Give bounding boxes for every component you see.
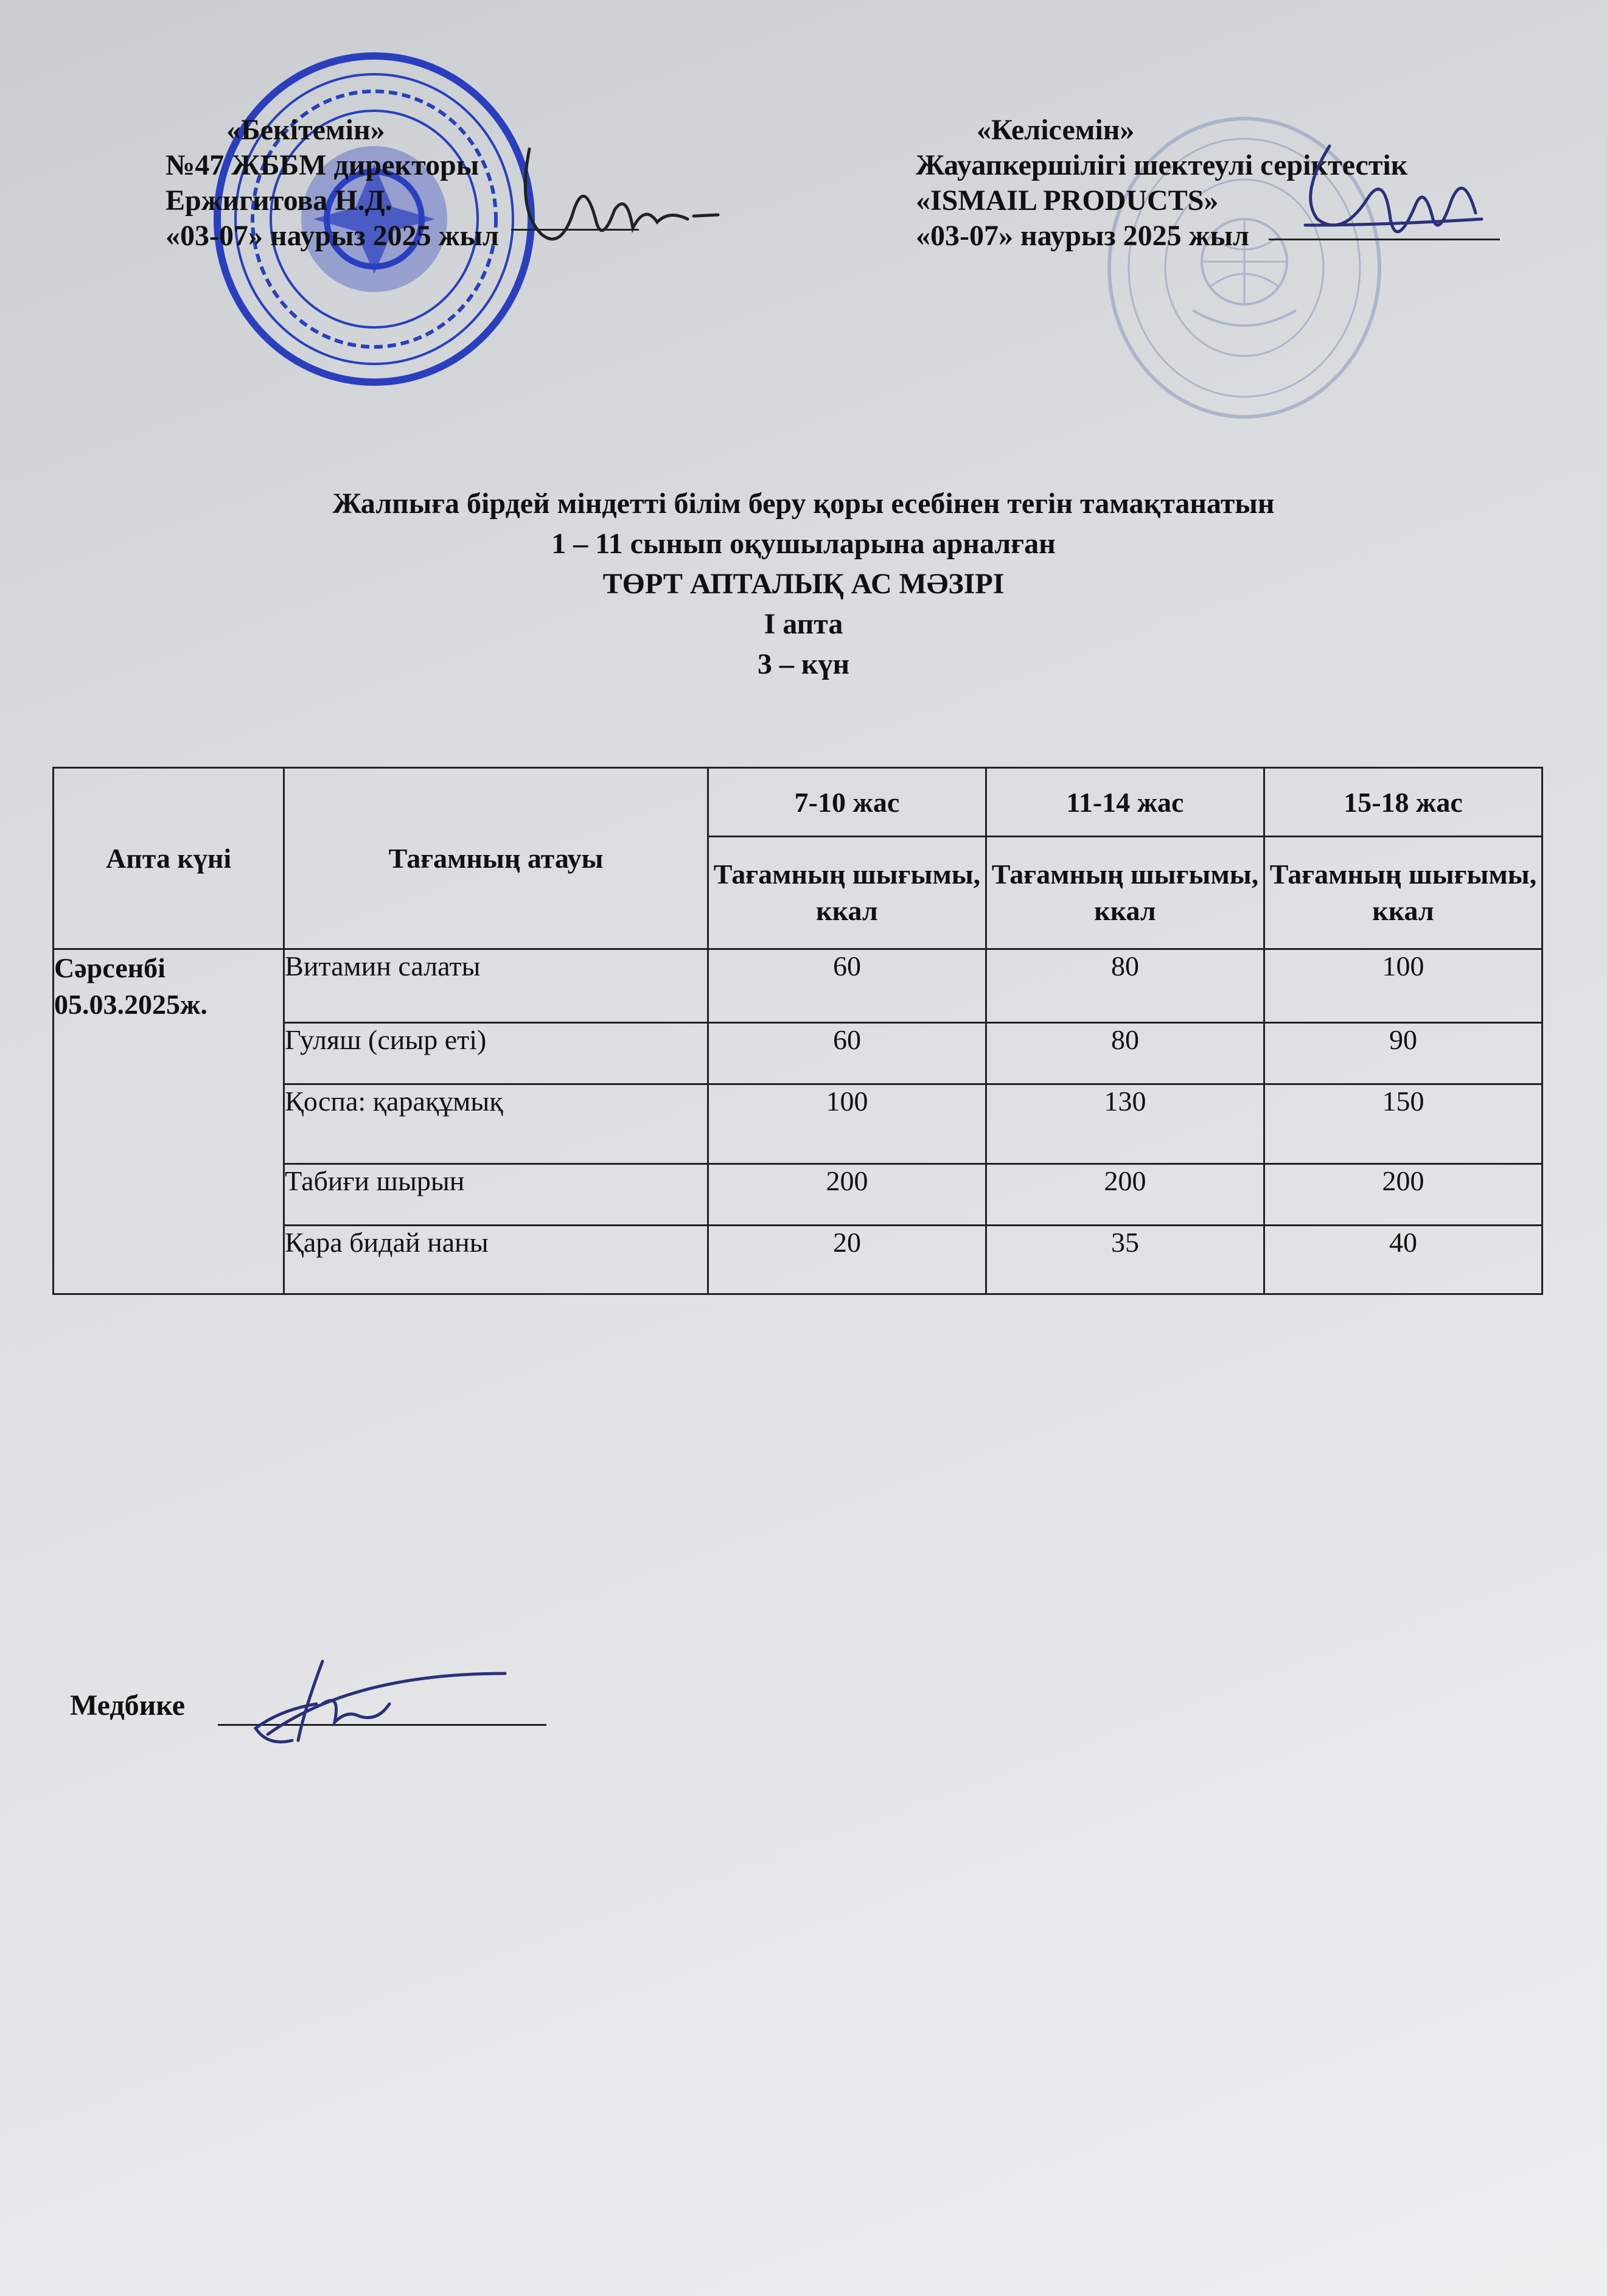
header-output: Тағамның шығымы, ккал (708, 837, 986, 949)
nurse-label: Медбике (70, 1689, 186, 1722)
kcal-11-14: 80 (986, 949, 1264, 1023)
header-age-11-14: 11-14 жас (986, 768, 1264, 837)
approval-right-heading: «Келісемін» (977, 114, 1135, 146)
approval-right-company-type: Жауапкершілігі шектеулі серіктестік (916, 149, 1408, 181)
title-line-3: ТӨРТ АПТАЛЫҚ АС МӘЗІРІ (602, 568, 1005, 600)
table-header-row (54, 768, 1543, 837)
header-age-7-10: 7-10 жас (708, 768, 986, 837)
approval-left-name: Ержигитова Н.Д. (166, 184, 392, 217)
title-day: 3 – күн (757, 648, 850, 680)
day-name: Сәрсенбі (54, 952, 166, 983)
title-line-1: Жалпыға бірдей міндетті білім беру қоры есебінен тегін тамақтанатын (332, 487, 1275, 520)
title-line-2: 1 – 11 сынып оқушыларына арналған (551, 528, 1056, 560)
header-output: Тағамның шығымы, ккал (986, 837, 1264, 949)
approval-left-heading: «Бекітемін» (226, 114, 385, 146)
dish-name: Витамин салаты (284, 949, 708, 1023)
kcal-7-10: 200 (708, 1164, 986, 1226)
approval-right-company-name: «ISMAIL PRODUCTS» (916, 184, 1219, 217)
kcal-15-18: 200 (1264, 1164, 1542, 1226)
approval-right-date: «03-07» наурыз 2025 жыл (916, 220, 1249, 252)
approval-left-position: №47 ЖББМ директоры (166, 149, 479, 181)
title-week: I апта (764, 608, 843, 640)
dish-name: Табиғи шырын (284, 1164, 708, 1226)
header-output: Тағамның шығымы, ккал (1264, 837, 1542, 949)
kcal-11-14: 35 (986, 1226, 1264, 1294)
kcal-7-10: 20 (708, 1226, 986, 1294)
dish-name: Қоспа: қарақұмық (284, 1084, 708, 1164)
nurse-signature (231, 1637, 517, 1753)
kcal-15-18: 90 (1264, 1023, 1542, 1084)
kcal-15-18: 100 (1264, 949, 1542, 1023)
kcal-11-14: 80 (986, 1023, 1264, 1084)
kcal-7-10: 60 (708, 1023, 986, 1084)
header-day: Апта күні (54, 768, 284, 949)
header-dish: Тағамның атауы (284, 768, 708, 949)
kcal-15-18: 40 (1264, 1226, 1542, 1294)
day-cell (54, 949, 284, 1294)
dish-name: Қара бидай наны (284, 1226, 708, 1294)
kcal-11-14: 200 (986, 1164, 1264, 1226)
kcal-7-10: 100 (708, 1084, 986, 1164)
kcal-15-18: 150 (1264, 1084, 1542, 1164)
kcal-11-14: 130 (986, 1084, 1264, 1164)
dish-name: Гуляш (сиыр еті) (284, 1023, 708, 1084)
day-date: 05.03.2025ж. (54, 989, 207, 1020)
document-title (0, 484, 1607, 685)
header-age-15-18: 15-18 жас (1264, 768, 1542, 837)
kcal-7-10: 60 (708, 949, 986, 1023)
approval-left-date: «03-07» наурыз 2025 жыл (166, 220, 499, 252)
menu-table (52, 767, 1543, 1295)
table-row (54, 949, 1543, 1023)
director-signature (505, 137, 736, 259)
partner-signature (1293, 134, 1494, 274)
